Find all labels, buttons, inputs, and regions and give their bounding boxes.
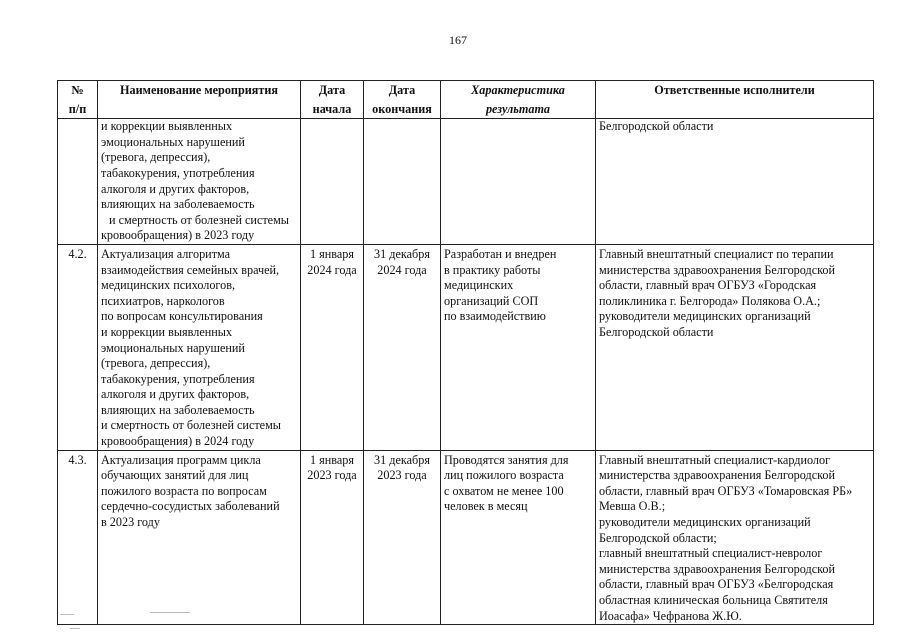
result-line: медицинских [444,278,514,293]
header-result: Характеристика результата [441,81,596,119]
responsible-line: министерства здравоохранения Белгородской [599,561,836,576]
header-start-date: Дата начала [301,81,364,119]
responsible-line: руководители медицинских организаций [599,515,811,530]
responsible-line: области, главный врач ОГБУЗ «Городская [599,278,817,293]
end-date-line: 2024 года [377,262,427,277]
result-line: с охватом не менее 100 [444,483,564,498]
scan-speck [150,612,190,613]
event-name-line: кровообращения) в 2023 году [101,228,255,243]
start-date-cell [301,244,364,450]
header-end-date: Дата окончания [364,81,441,119]
responsible-line: руководители медицинских организаций [599,309,811,324]
responsible-line: поликлиника г. Белгорода» Полякова О.А.; [599,293,821,308]
responsible-line: министерства здравоохранения Белгородской [599,262,836,277]
responsible-line: области, главный врач ОГБУЗ «Белгородская [599,577,834,592]
responsible-line: Белгородской области; [599,530,717,545]
event-name-line: медицинских психологов, [101,278,236,293]
event-name-line: кровообращения) в 2024 году [101,434,255,449]
event-name-line: и смертность от болезней системы [109,212,289,227]
result-line: в практику работы [444,262,541,277]
start-date-line: 2023 года [307,468,357,483]
event-name-line: в 2023 году [101,515,160,530]
event-name-line: сердечно-сосудистых заболеваний [101,499,280,514]
result-line: организаций СОП [444,293,539,308]
result-line: по взаимодействию [444,309,546,324]
event-name-line: (тревога, депрессия), [101,356,211,371]
event-name-cell [98,119,301,245]
event-name-line: эмоциональных нарушений [101,340,245,355]
table-row [58,450,874,625]
event-name-line: эмоциональных нарушений [101,134,245,149]
responsible-line: министерства здравоохранения Белгородской [599,468,836,483]
responsible-cell [596,119,874,245]
responsible-line: Белгородской области [599,324,714,339]
event-name-line: по вопросам консультирования [101,309,263,324]
event-name-line: взаимодействия семейных врачей, [101,262,280,277]
event-name-line: Актуализация программ цикла [101,452,261,467]
event-name-cell [98,244,301,450]
row-number: 4.2. [58,244,98,450]
event-name-line: Актуализация алгоритма [101,246,231,261]
header-num: № п/п [58,81,98,119]
event-name-line: алкоголя и других факторов, [101,387,250,402]
event-name-line: психиатров, наркологов [101,293,225,308]
result-cell [441,450,596,625]
responsible-line: Мевша О.В.; [599,499,666,514]
result-line: Проводятся занятия для [444,452,569,467]
row-number: 4.3. [58,450,98,625]
result-cell [441,119,596,245]
end-date-line: 31 декабря [374,246,430,261]
event-name-cell [98,450,301,625]
event-name-line: и смертность от болезней системы [101,418,281,433]
table-row [58,244,874,450]
event-name-line: алкоголя и других факторов, [101,181,250,196]
header-responsible: Ответственные исполнители [596,81,874,119]
event-name-line: обучающих занятий для лиц [101,468,249,483]
responsible-line: Главный внештатный специалист-кардиолог [599,452,831,467]
responsible-line: Главный внештатный специалист по терапии [599,246,834,261]
end-date-line: 31 декабря [374,452,430,467]
event-name-line: и коррекции выявленных [101,119,233,134]
start-date-cell [301,119,364,245]
start-date-line: 1 января [310,452,354,467]
end-date-line: 2023 года [377,468,427,483]
result-line: человек в месяц [444,499,528,514]
table-row [58,119,874,245]
event-name-line: табакокурения, употребления [101,371,255,386]
scan-speck [70,628,80,629]
responsible-line: Иоасафа» Чефранова Ж.Ю. [599,608,742,623]
result-line: лиц пожилого возраста [444,468,564,483]
events-table [57,80,874,625]
end-date-cell [364,119,441,245]
responsible-line: Белгородской области [599,119,714,134]
table-header-row [58,81,874,119]
start-date-cell [301,450,364,625]
event-name-line: табакокурения, употребления [101,165,255,180]
event-name-line: и коррекции выявленных [101,324,233,339]
result-cell [441,244,596,450]
event-name-line: влияющих на заболеваемость [101,402,255,417]
responsible-cell [596,450,874,625]
event-name-line: (тревога, депрессия), [101,150,211,165]
responsible-line: области, главный врач ОГБУЗ «Томаровская РБ» [599,483,853,498]
scan-speck [60,614,74,615]
event-name-line: влияющих на заболеваемость [101,197,255,212]
header-name: Наименование мероприятия [98,81,301,119]
responsible-line: областная клиническая больница Святителя [599,593,828,607]
page-number: 167 [449,33,467,47]
result-line: Разработан и внедрен [444,246,557,261]
start-date-line: 2024 года [307,262,357,277]
start-date-line: 1 января [310,246,354,261]
end-date-cell [364,450,441,625]
event-name-line: пожилого возраста по вопросам [101,483,267,498]
end-date-cell [364,244,441,450]
responsible-line: главный внештатный специалист-невролог [599,546,823,561]
row-number [58,119,98,245]
responsible-cell [596,244,874,450]
